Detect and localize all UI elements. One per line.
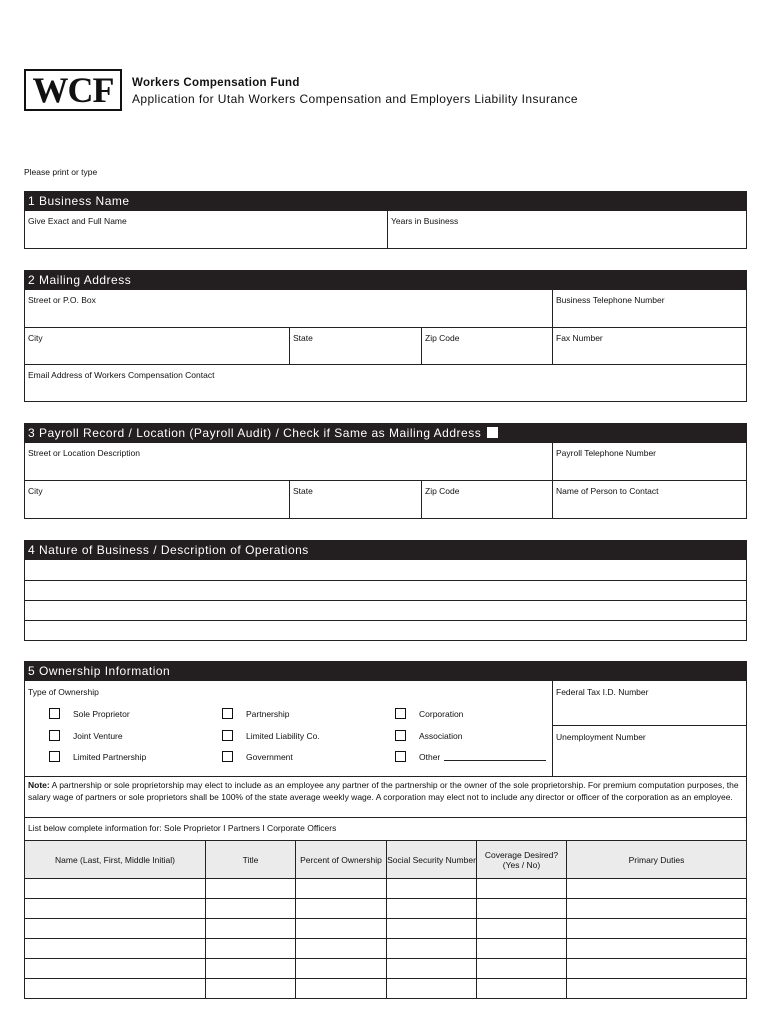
partnership-checkbox[interactable] — [222, 708, 233, 719]
section-3-header — [24, 423, 747, 443]
mailing-city-field[interactable] — [25, 328, 289, 364]
section-3-title: 3 Payroll Record / Location (Payroll Audit) / Check if Same as Mailing Address — [28, 426, 482, 440]
mailing-zip-label: Zip Code — [425, 333, 460, 343]
duties-cell[interactable] — [567, 899, 747, 919]
table-row — [25, 979, 747, 999]
section-1-box — [24, 211, 747, 249]
option-partnership[interactable] — [222, 708, 289, 719]
duties-cell[interactable] — [567, 879, 747, 899]
limited-partnership-label: Limited Partnership — [73, 751, 147, 762]
officers-table-header — [25, 841, 747, 879]
title-cell[interactable] — [206, 939, 296, 959]
title-cell[interactable] — [206, 879, 296, 899]
section-4-box — [24, 560, 747, 641]
contact-email-field[interactable] — [25, 365, 746, 401]
corporation-label: Corporation — [419, 708, 464, 719]
location-street-label: Street or Location Description — [28, 448, 140, 458]
percent-cell[interactable] — [296, 879, 387, 899]
association-checkbox[interactable] — [395, 730, 406, 741]
joint-venture-checkbox[interactable] — [49, 730, 60, 741]
mailing-street-field[interactable] — [25, 290, 552, 327]
operations-line-2[interactable] — [25, 580, 746, 600]
section-3-box — [24, 443, 747, 519]
section-4-header: 4 Nature of Business / Description of Operations — [24, 540, 747, 560]
ownership-type-label: Type of Ownership — [28, 687, 99, 697]
title-cell[interactable] — [206, 919, 296, 939]
government-checkbox[interactable] — [222, 751, 233, 762]
business-name-field[interactable] — [25, 211, 387, 248]
name-cell[interactable] — [25, 959, 206, 979]
ownership-type-area — [25, 681, 552, 776]
table-row — [25, 959, 747, 979]
section-2-box — [24, 290, 747, 402]
name-cell[interactable] — [25, 899, 206, 919]
option-other[interactable] — [395, 751, 546, 762]
col-name-header: Name (Last, First, Middle Initial) — [25, 841, 206, 879]
duties-cell[interactable] — [567, 939, 747, 959]
table-row — [25, 939, 747, 959]
unemployment-number-label: Unemployment Number — [556, 732, 646, 742]
section-2-header: 2 Mailing Address — [24, 270, 747, 290]
location-street-field[interactable] — [25, 443, 552, 480]
ssn-cell[interactable] — [387, 879, 477, 899]
title-cell[interactable] — [206, 899, 296, 919]
other-checkbox[interactable] — [395, 751, 406, 762]
ssn-cell[interactable] — [387, 959, 477, 979]
option-joint-venture[interactable] — [49, 730, 123, 741]
duties-cell[interactable] — [567, 919, 747, 939]
option-government[interactable] — [222, 751, 293, 762]
mailing-street-label: Street or P.O. Box — [28, 295, 96, 305]
note-text: A partnership or sole proprietorship may elect to include as an employee any partner of the partnership or the owner of the sole proprietorship. For premium computation purposes, the salary wage of partners or sole proprietors shall be 100% of the state average weekly wage. A corporation may elect not to include any director or officer of the corporation as an employee. — [28, 780, 739, 802]
coverage-cell[interactable] — [477, 919, 567, 939]
col-ssn-header: Social Security Number — [387, 841, 477, 879]
payroll-phone-label: Payroll Telephone Number — [556, 448, 657, 458]
ssn-cell[interactable] — [387, 979, 477, 999]
years-in-business-label: Years in Business — [391, 216, 459, 226]
mailing-state-label: State — [293, 333, 313, 343]
ssn-cell[interactable] — [387, 899, 477, 919]
other-label: Other — [419, 751, 441, 762]
location-state-field[interactable] — [289, 481, 421, 518]
title-cell[interactable] — [206, 979, 296, 999]
percent-cell[interactable] — [296, 939, 387, 959]
mailing-zip-field[interactable] — [421, 328, 552, 364]
duties-cell[interactable] — [567, 979, 747, 999]
ssn-cell[interactable] — [387, 919, 477, 939]
coverage-cell[interactable] — [477, 979, 567, 999]
mailing-city-label: City — [28, 333, 43, 343]
llc-checkbox[interactable] — [222, 730, 233, 741]
other-specify-line[interactable] — [444, 753, 546, 761]
location-zip-field[interactable] — [421, 481, 552, 518]
col-coverage-header: Coverage Desired? (Yes / No) — [477, 841, 567, 879]
payroll-phone-field[interactable] — [552, 443, 746, 480]
note-bold: Note: — [28, 780, 50, 790]
name-cell[interactable] — [25, 919, 206, 939]
option-corporation[interactable] — [395, 708, 463, 719]
ownership-note — [24, 777, 747, 818]
wcf-logo: WCF — [24, 69, 122, 111]
coverage-cell[interactable] — [477, 899, 567, 919]
officers-table — [24, 840, 747, 999]
corporation-checkbox[interactable] — [395, 708, 406, 719]
table-row — [25, 879, 747, 899]
same-as-mailing-checkbox[interactable] — [487, 427, 498, 438]
operations-line-4[interactable] — [25, 620, 746, 640]
table-row — [25, 899, 747, 919]
col-percent-header: Percent of Ownership — [296, 841, 387, 879]
llc-label: Limited Liability Co. — [246, 730, 320, 741]
joint-venture-label: Joint Venture — [73, 730, 123, 741]
sole-proprietor-checkbox[interactable] — [49, 708, 60, 719]
percent-cell[interactable] — [296, 979, 387, 999]
business-phone-field[interactable] — [552, 290, 746, 327]
operations-line-3[interactable] — [25, 600, 746, 620]
percent-cell[interactable] — [296, 919, 387, 939]
location-zip-label: Zip Code — [425, 486, 460, 496]
ownership-type-box — [24, 681, 747, 777]
name-cell[interactable] — [25, 879, 206, 899]
option-limited-partnership[interactable] — [49, 751, 146, 762]
option-sole-proprietor[interactable] — [49, 708, 130, 719]
officers-list-label: List below complete information for: Sole Proprietor I Partners I Corporate Officers — [24, 818, 747, 841]
section-1-header: 1 Business Name — [24, 191, 747, 211]
business-phone-label: Business Telephone Number — [556, 295, 665, 305]
contact-email-label: Email Address of Workers Compensation Contact — [28, 370, 215, 380]
name-cell[interactable] — [25, 979, 206, 999]
option-association[interactable] — [395, 730, 462, 741]
location-state-label: State — [293, 486, 313, 496]
operations-line-1[interactable] — [25, 560, 746, 580]
contact-person-label: Name of Person to Contact — [556, 486, 659, 496]
association-label: Association — [419, 730, 463, 741]
title-cell[interactable] — [206, 959, 296, 979]
coverage-cell[interactable] — [477, 939, 567, 959]
fax-number-label: Fax Number — [556, 333, 603, 343]
section-5-header: 5 Ownership Information — [24, 661, 747, 681]
coverage-cell[interactable] — [477, 959, 567, 979]
col-title-header: Title — [206, 841, 296, 879]
print-note: Please print or type — [24, 167, 98, 177]
duties-cell[interactable] — [567, 959, 747, 979]
ssn-cell[interactable] — [387, 939, 477, 959]
sole-proprietor-label: Sole Proprietor — [73, 708, 130, 719]
limited-partnership-checkbox[interactable] — [49, 751, 60, 762]
percent-cell[interactable] — [296, 959, 387, 979]
coverage-cell[interactable] — [477, 879, 567, 899]
business-name-label: Give Exact and Full Name — [28, 216, 127, 226]
partnership-label: Partnership — [246, 708, 290, 719]
unemployment-number-field[interactable] — [552, 726, 746, 776]
mailing-state-field[interactable] — [289, 328, 421, 364]
fax-number-field[interactable] — [552, 328, 746, 364]
location-city-field[interactable] — [25, 481, 289, 518]
application-title: Application for Utah Workers Compensation and Employers Liability Insurance — [132, 92, 578, 106]
location-city-label: City — [28, 486, 43, 496]
federal-tax-id-field[interactable] — [552, 681, 746, 726]
years-in-business-field[interactable] — [387, 211, 746, 248]
col-duties-header: Primary Duties — [567, 841, 747, 879]
name-cell[interactable] — [25, 939, 206, 959]
org-name: Workers Compensation Fund — [132, 77, 300, 89]
percent-cell[interactable] — [296, 899, 387, 919]
table-row — [25, 919, 747, 939]
contact-person-field[interactable] — [552, 481, 746, 518]
government-label: Government — [246, 751, 293, 762]
federal-tax-id-label: Federal Tax I.D. Number — [556, 687, 649, 697]
option-llc[interactable] — [222, 730, 320, 741]
